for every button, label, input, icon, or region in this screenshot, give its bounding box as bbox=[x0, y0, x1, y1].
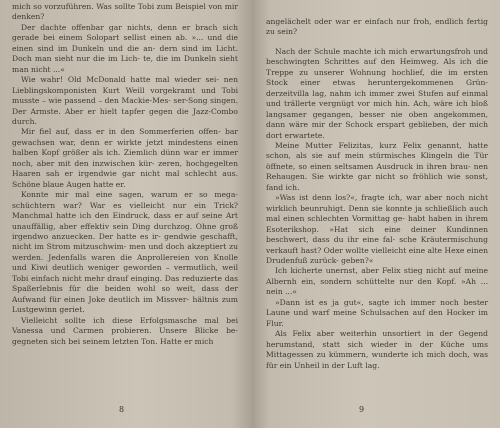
left-page-text bbox=[12, 2, 238, 347]
paragraph: Wie wahr! Old McDonald hatte mal wieder sei- nen Lieblingskomponisten Kurt Weill vorgekramt und Tobi musste – wie passend – den Mackie-Mes- ser-Song singen. Der Armste. Aber er hielt tapfer gegen die Jazz-Combo durch. bbox=[12, 75, 238, 126]
page-number: 9 bbox=[359, 405, 365, 414]
paragraph: Ich kicherte unernst, aber Felix stieg nicht auf meine Albernh ein, sondern schüttelte nur den Kopf. »Ah ... nein ...« bbox=[266, 266, 488, 297]
paragraph: Mir fiel auf, dass er in den Sommerferien offen- bar gewachsen war, denn er wirkte jetzt mindestens einen halben Kopf größer als ich. Ziemlich dünn war er immer noch, aber mit den inzwischen kür- zeren, hochgegelten Haaren sah er irgendwie gar nicht mal schlecht aus. Schöne blaue Augen hatte er. bbox=[12, 127, 238, 189]
paragraph: Vielleicht sollte ich diese Erfolgsmasche mal bei Vanessa und Carmen probieren. Unsere Blicke be- gegneten sich bei seinem letzten Ton. Hatte er mich bbox=[12, 315, 238, 346]
right-page bbox=[252, 0, 500, 428]
paragraph: Konnte mir mal eine sagen, warum er so mega- schüchtern war? War es vielleicht nur ein Trick? Manchmal hatte ich den Eindruck, dass er auf seine Art unauffällig, aber effektiv sein Ding durchzog. Ohne groß irgendwo anzuecken. Der hatte es ir- gendwie geschafft, nicht im Strom mitzuschwim- men und doch akzeptiert zu werden. Jedenfalls waren die Anprollereien von Knolle und Kiwi deutlich weniger geworden – vermutlich, weil Tobi einfach nicht mehr drauf einging. Das reduzierte das Spaßerlebnis für die beiden wohl so weit, dass der Aufwand für einen Joke deutlich im Missver- hältnis zum Lustgewinn geriet. bbox=[12, 190, 238, 315]
paragraph: »Was ist denn los?«, fragte ich, war aber noch nicht wirklich beunruhigt. Denn sie konnte ja schließlich auch mal einen schlechten Vormittag ge- habt haben in ihrem Esoterikshop. »Hat sich eine deiner Kundinnen beschwert, dass du ihr eine fal- sche Kräutermischung verkauft hast? Oder wollte vielleicht eine alte Hexe einen Drudenfuß zurück- geben?« bbox=[266, 193, 488, 265]
page-number: 8 bbox=[119, 405, 125, 414]
paragraph: angelächelt oder war er einfach nur froh, endlich fertig zu sein? bbox=[266, 17, 488, 37]
paragraph: Nach der Schule machte ich mich erwartungsfroh und beschwingten Schrittes auf den Heimweg. Als ich die Treppe zu unserer Wohnung hochlief, die im ersten Stock einer etwas heruntergekommenen Grün- derzeitvilla lag, nahm ich immer zwei Stufen auf einmal und trällerte vergnügt vor mich hin. Ach, wäre ich bloß langsamer gegangen, besser nie oben angekommen, dann wäre mir der Schock erspart geblieben, der mich dort erwartete. bbox=[266, 46, 488, 140]
paragraph: »Dann ist es ja gut«, sagte ich immer noch bester Laune und warf meine Schulsachen auf den Hocker im Flur. bbox=[266, 297, 488, 328]
paragraph: mich so vorzuführen. Was sollte Tobi zum Beispiel von mir denken? bbox=[12, 2, 238, 22]
paragraph: Der dachte offenbar gar nichts, denn er brach sich gerade bei einem Solopart sellist einen ab. »... und die einen sind im Dunkeln und die an- dern sind im Licht. Doch man sieht nur die im Lich- te, die im Dunkeln sieht man nicht ...« bbox=[12, 22, 238, 74]
paragraph: Als Felix aber weiterhin unsortiert in der Gegend herumstand, statt sich wieder in der Küche ums Mittagessen zu kümmern, wunderte ich mich doch, was für ein Unheil in der Luft lag. bbox=[266, 329, 488, 370]
paragraph: Meine Mutter Felizitas, kurz Felix genannt, hatte schon, als sie auf mein stürmisches Klingeln die Tür öffnete, so einen seltsamen Ausdruck in ihren brau- nen Rehaugen. Sie wirkte gar nicht so fröhlich wie sonst, fand ich. bbox=[266, 140, 488, 192]
right-page-text bbox=[266, 17, 488, 371]
